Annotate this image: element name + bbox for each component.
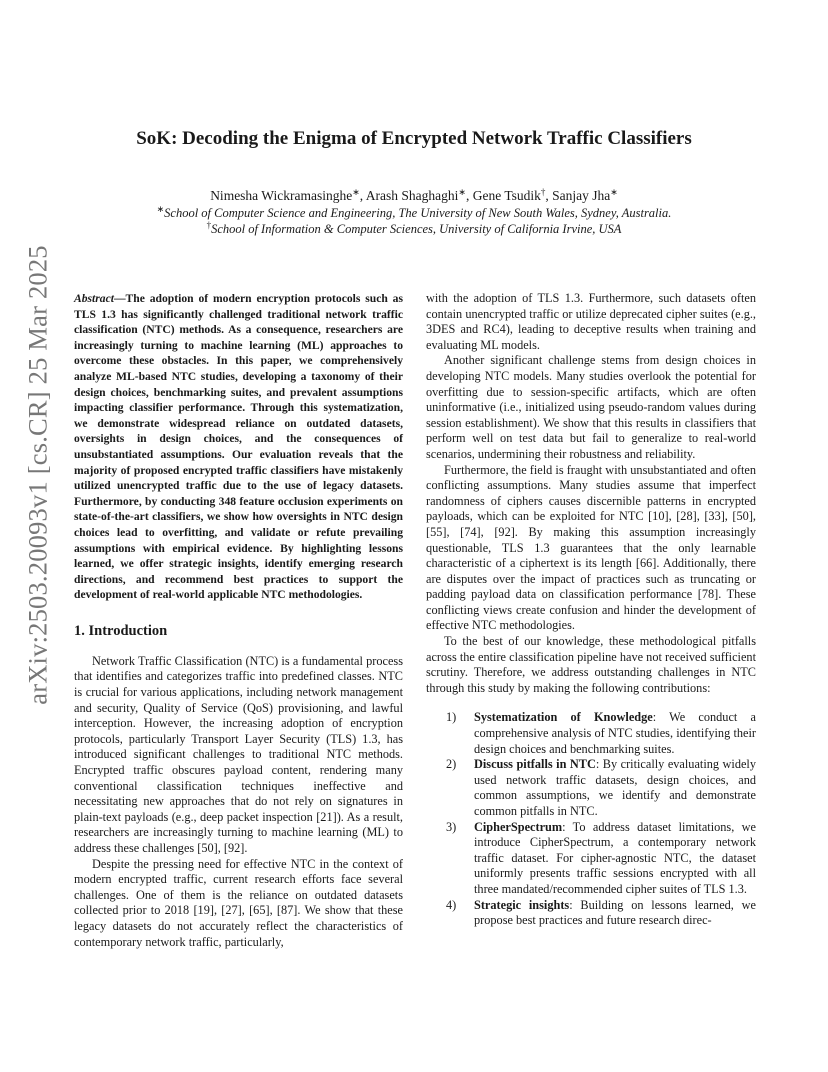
affiliation-mark: ∗ [156, 204, 165, 214]
abstract-label: Abstract [74, 292, 114, 305]
author-mark: ∗ [458, 187, 466, 197]
contribution-text: : To address dataset limitations, we introduce CipherSpectrum, a contemporary network traffic dataset. For cipher-agnostic NTC, the dataset uniformly presents traffic sessions encrypted with all three mandated/recommended cipher suites of TLS 1.3. [474, 819, 756, 896]
author-mark: ∗ [352, 187, 360, 197]
arxiv-identifier [22, 245, 53, 705]
right-column [426, 291, 756, 929]
abstract [74, 291, 403, 603]
contribution-text: : Building on lessons learned, we propose best practices and future research direc- [474, 897, 756, 928]
contribution-list [426, 710, 756, 928]
paper-title: SoK: Decoding the Enigma of Encrypted Network Traffic Classifiers [136, 128, 692, 149]
contribution-term: Strategic insights [474, 897, 570, 912]
contribution-number: 3) [446, 819, 457, 834]
author-mark: † [540, 187, 546, 197]
contribution-item [426, 820, 756, 898]
body-paragraph: To the best of our knowledge, these methodological pitfalls across the entire classification pipeline have not received sufficient scrutiny. Therefore, we address outstanding challenges in NTC through this study by making the following contributions: [426, 634, 756, 695]
author-mark: ∗ [610, 187, 618, 197]
arxiv-identifier-text: arXiv:2503.20093v1 [cs.CR] 25 Mar 2025 [22, 245, 53, 705]
contribution-item [426, 710, 756, 757]
contribution-text: : We conduct a comprehensive analysis of NTC studies, identifying their design choices and benchmarking suites. [474, 710, 756, 756]
author-name: Arash Shaghaghi [365, 188, 459, 203]
contribution-number: 1) [446, 710, 457, 725]
contribution-text: : By critically evaluating widely used network traffic datasets, design choices, and common assumptions, we identify and demonstrate common pitfalls in NTC. [474, 757, 757, 818]
contribution-term: Discuss pitfalls in NTC [474, 757, 596, 772]
affiliation-text: School of Information & Computer Sciences, University of California Irvine, USA [211, 222, 622, 236]
contribution-item [426, 757, 756, 819]
left-column [74, 291, 403, 950]
body-paragraph: with the adoption of TLS 1.3. Furthermore, such datasets often contain unencrypted traffic or utilize deprecated cipher suites (e.g., 3DES and RC4), leading to deceptive results when training and evaluating ML models. [426, 291, 756, 352]
author-name: Nimesha Wickramasinghe [210, 188, 353, 203]
author-name: Sanjay Jha [552, 188, 611, 203]
affiliation [0, 206, 828, 221]
affiliation-mark: † [206, 220, 212, 230]
affiliation [0, 222, 828, 237]
contribution-item [426, 898, 756, 929]
body-paragraph: Another significant challenge stems from design choices in developing NTC models. Many studies overlook the potential for overfitting due to session-specific artifacts, which are often uninformative (i.e., initialized using pseudo-random values during session establishment). We show that this results in classifiers that perform well on test data but fail to generalize to real-world scenarios, undermining their robustness and reliability. [426, 353, 756, 461]
abstract-text: —The adoption of modern encryption protocols such as TLS 1.3 has significantly challenged traditional network traffic classification (NTC) methods. As a consequence, researchers are increasingly turning to machine learning (ML) approaches to overcome these obstacles. In this paper, we comprehensively analyze ML-based NTC studies, developing a taxonomy of their design choices, benchmarking suites, and prevalent assumptions impacting classifier performance. Through this systematization, we demonstrate widespread reliance on outdated datasets, oversights in design choices, and the consequences of unsubstantiated assumptions. Our evaluation reveals that the majority of proposed encrypted traffic classifiers have mistakenly utilized unencrypted traffic due to the use of legacy datasets. Furthermore, by conducting 348 feature occlusion experiments on state-of-the-art classifiers, we show how oversights in NTC design choices lead to overfitting, and validate or refute prevailing assumptions with empirical evidence. By highlighting lessons learned, we offer strategic insights, identify emerging research directions, and recommend best practices to support the development of real-world applicable NTC methodologies. [74, 292, 403, 602]
body-paragraph: Furthermore, the field is fraught with unsubstantiated and often conflicting assumptions. Many studies assume that imperfect randomness of ciphers causes discernible patterns in encrypted payloads, which can be exploited for NTC [10], [28], [33], [50], [55], [74], [92]. By making this assumption increasingly questionable, TLS 1.3 guarantees that the only learnable characteristic of a ciphertext is its length [66]. Additionally, there are disputes over the impact of practices such as truncating or padding payload data on classification performance [78]. These conflicting views create confusion and hinder the development of effective NTC methodologies. [426, 462, 756, 633]
contribution-term: CipherSpectrum [474, 819, 563, 834]
body-paragraph: Despite the pressing need for effective NTC in the context of modern encrypted traffic, current research efforts face several challenges. One of them is the reliance on outdated datasets collected prior to 2018 [19], [27], [65], [87]. We show that these legacy datasets do not accurately reflect the characteristics of contemporary network traffic, particularly, [74, 856, 403, 949]
author-name: Gene Tsudik [472, 188, 541, 203]
affiliation-text: School of Computer Science and Engineering, The University of New South Wales, Sydney, Australia. [164, 206, 672, 220]
author-list: Nimesha Wickramasinghe∗, Arash Shaghaghi∗, Gene Tsudik†, Sanjay Jha∗ [210, 187, 618, 203]
contribution-term: Systematization of Knowledge [474, 710, 653, 725]
contribution-number: 4) [446, 897, 457, 912]
body-paragraph: Network Traffic Classification (NTC) is a fundamental process that identifies and categorizes traffic into predefined classes. NTC is crucial for various applications, including network management and security, Quality of Service (QoS) provisioning, and lawful interception. However, the increasing adoption of encryption protocols, particularly Transport Layer Security (TLS) 1.3, has introduced significant challenges to traditional NTC methods. Encrypted traffic obscures payload content, rendering many conventional classification techniques ineffective and necessitating new approaches that do not rely on signatures in plain-text payloads (e.g., deep packet inspection [21]). As a result, researchers are increasingly turning to machine learning (ML) to address these challenges [50], [92]. [74, 653, 403, 855]
contribution-number: 2) [446, 757, 457, 772]
section-heading: 1. Introduction [74, 622, 168, 639]
